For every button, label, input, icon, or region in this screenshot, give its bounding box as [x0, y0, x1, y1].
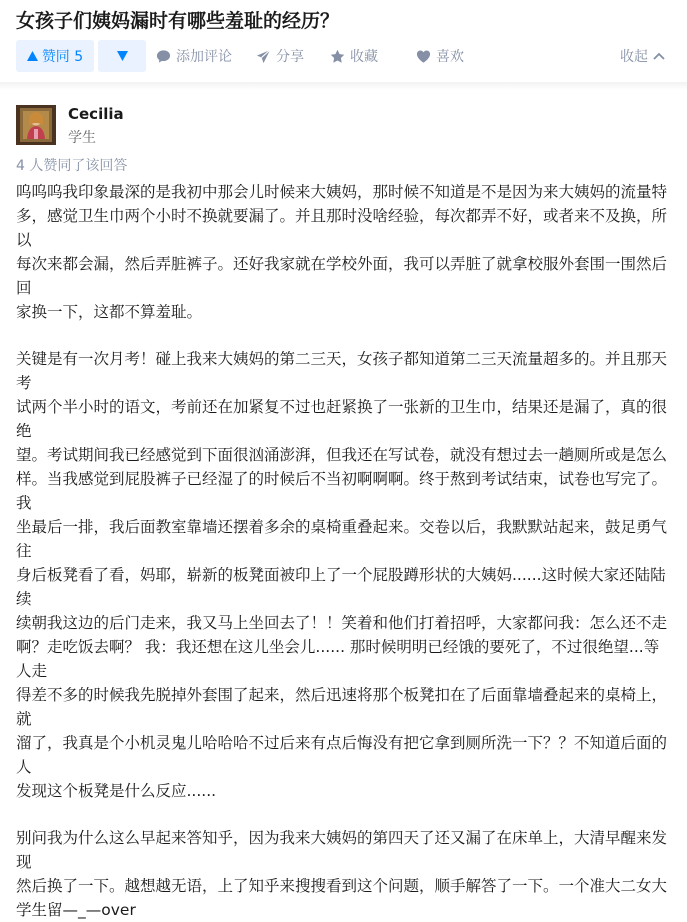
heart-icon [416, 49, 431, 64]
chevron-up-icon [653, 52, 665, 60]
action-bar-divider [0, 82, 687, 90]
answer-content [16, 180, 672, 922]
triangle-up-icon [27, 51, 38, 61]
like-label: 喜欢 [436, 49, 464, 65]
star-icon [330, 49, 345, 64]
collapse-button[interactable] [620, 40, 665, 72]
share-icon [256, 49, 271, 64]
author-bio: 学生 [68, 130, 96, 146]
share-button[interactable] [256, 40, 304, 72]
avatar-image [16, 105, 56, 145]
answer-paragraph: 呜呜呜我印象最深的是我初中那会儿时候来大姨妈，那时候不知道是不是因为来大姨妈的流量特 多，感觉卫生巾两个小时不换就要漏了。并且那时没啥经验，每次都弄不好，或者来不及换，所以 每次来都会漏，然后弄脏裤子。还好我家就在学校外面，我可以弄脏了就拿校服外套围一围然后回 家换一下，这都不算羞耻。 [16, 183, 668, 321]
answer-paragraph: 别问我为什么这么早起来答知乎，因为我来大姨妈的第四天了还又漏了在床单上，大清早醒来发现 然后换了一下。越想越无语，上了知乎来搜搜看到这个问题，顺手解答了一下。一个准大二女大 学生留—_—over [16, 829, 668, 919]
favorite-button[interactable] [330, 40, 378, 72]
comment-label: 添加评论 [176, 49, 232, 65]
answer-paragraph: 关键是有一次月考！碰上我来大姨妈的第二三天，女孩子都知道第二三天流量超多的。并且那天考 试两个半小时的语文，考前还在加紧复不过也赶紧换了一张新的卫生巾，结果还是漏了，真的很绝 望。考试期间我已经感觉到下面很汹涌澎湃，但我还在写试卷，就没有想过去一趟厕所或是怎么 样。当我感觉到屁股裤子已经湿了的时候后不当初啊啊啊。终于熬到考试结束，试卷也写完了。我 坐最后一排，我后面教室靠墙还摆着多余的桌椅重叠起来。交卷以后，我默默站起来，鼓足勇气往 身后板凳看了看，妈耶，崭新的板凳面被印上了一个屁股蹲形状的大姨妈......这时候大家还陆陆续 续朝我这边的后门走来，我又马上坐回去了！！笑着和他们打着招呼，大家都问我：怎么还不走 啊？走吃饭去啊？ 我：我还想在这儿坐会儿...... 那时候明明已经饿的要死了，不过很绝望...等人走 得差不多的时候我先脱掉外套围了起来，然后迅速将那个板凳扣在了后面靠墙叠起来的桌椅上，就 溜了，我真是个小机灵鬼儿哈哈哈不过后来有点后悔没有把它拿到厕所洗一下？？不知道后面的人 发现这个板凳是什么反应...... [16, 350, 668, 800]
author-name[interactable]: Cecilia [68, 105, 124, 123]
favorite-label: 收藏 [350, 49, 378, 65]
voters-count[interactable]: 4 人赞同了该回答 [16, 158, 128, 174]
answer-action-bar [16, 40, 671, 72]
comment-icon [156, 49, 171, 64]
vote-up-label: 赞同 5 [41, 49, 84, 65]
like-button[interactable] [416, 40, 464, 72]
vote-up-button[interactable] [16, 40, 94, 72]
avatar[interactable] [16, 105, 56, 145]
share-label: 分享 [276, 49, 304, 65]
triangle-down-icon [117, 51, 128, 61]
comment-button[interactable] [156, 40, 232, 72]
vote-down-button[interactable] [98, 40, 146, 72]
question-title[interactable]: 女孩子们姨妈漏时有哪些羞耻的经历？ [16, 10, 340, 32]
collapse-label: 收起 [620, 49, 648, 65]
